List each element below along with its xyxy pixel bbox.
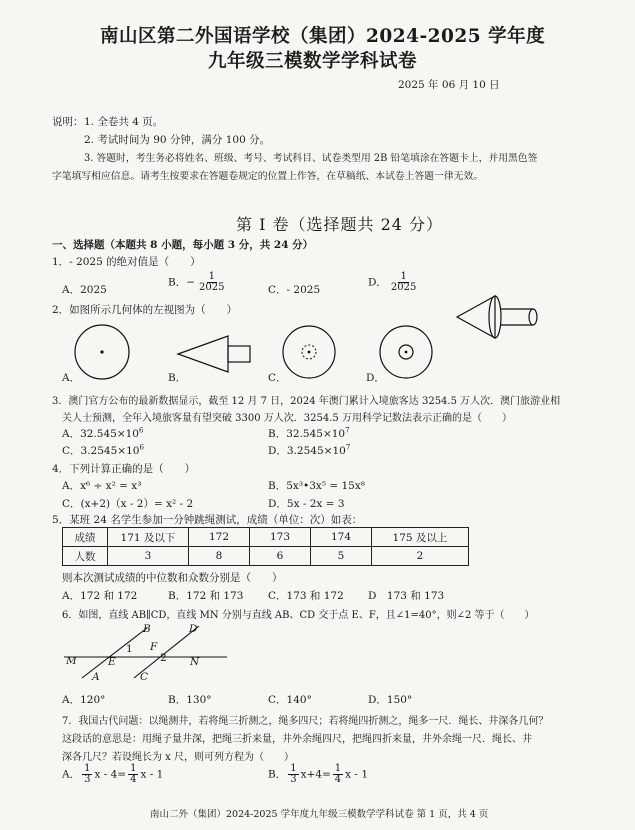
q1-d-denominator: 2025 <box>390 282 417 293</box>
q6-label-N: N <box>190 656 200 668</box>
q6-option-d: D．150° <box>368 694 413 706</box>
exam-title-line2: 九年级三模数学学科试卷 <box>208 51 418 72</box>
q1-option-d-label: D． <box>368 276 387 289</box>
q3-line2: 关人士预测，全年入境旅客量有望突破 3300 万人次．3254.5 万用科学记数法表示正确的是（ ） <box>62 413 512 424</box>
q2-option-b-figure <box>176 334 256 374</box>
q4-option-b: B．5x³•3x⁵ = 15x⁸ <box>268 480 365 492</box>
q1-option-b-sign: − <box>186 276 196 289</box>
q7-a-f2-den: 4 <box>130 774 137 785</box>
q6-label-D: D <box>189 623 198 635</box>
q7-b-fraction2 <box>333 764 343 785</box>
q3-option-a-exp: 6 <box>138 426 144 435</box>
q7-line2: 这段话的意思是：用绳子量井深，把绳三折来量，井外余绳四尺，把绳四折来量，井外余绳一尺．绳长、井 <box>62 734 532 745</box>
q2-solid-figure <box>455 292 545 342</box>
q5-data-cell: 3 <box>108 547 189 566</box>
q1-option-d <box>368 272 420 293</box>
notes-item3a: 3. 答题时，考生务必将姓名、班级、考号、考试科目、试卷类型用 2B 铅笔填涂在答题卡上，并用黑色签 <box>84 153 538 164</box>
q6-label-one: 1 <box>126 643 133 655</box>
notes-item3b: 字笔填写相应信息。请考生按要求在答题卷规定的位置上作答，在草稿纸、本试卷上答题一律无效。 <box>52 171 484 182</box>
q7-line1: 7．我国古代问题：以绳测井，若将绳三折测之，绳多四尺；若将绳四折测之，绳多一尺．绳长、井深各几何？ <box>62 716 549 727</box>
q1-option-b <box>168 272 228 293</box>
q7-a-f2-num: 1 <box>130 763 137 774</box>
q6-label-B: B <box>143 623 151 635</box>
q3-line1: 3．澳门官方公布的最新数据显示，截至 12 月 7 日，2024 年澳门累计入境旅客达 3254.5 万人次．澳门旅游业相 <box>52 396 561 407</box>
q5-header-cell: 173 <box>250 528 311 547</box>
q6-label-C: C <box>140 671 149 683</box>
q5-header-cell: 175 及以上 <box>372 528 469 547</box>
q6-option-b: B．130° <box>168 694 212 706</box>
q7-b-fraction1 <box>288 764 298 785</box>
q5-stem: 5．某班 24 名学生参加一分钟跳绳测试，成绩（单位：次）如表： <box>52 514 363 526</box>
q3-option-d <box>268 443 350 458</box>
q1-option-c: C．- 2025 <box>268 284 321 296</box>
q2-option-b: B． <box>168 372 187 384</box>
q4-option-d: D．5x - 2x = 3 <box>268 498 345 510</box>
q5-option-b: B．172 和 173 <box>168 590 244 602</box>
q4-option-a: A．x⁶ ÷ x² = x³ <box>62 480 142 492</box>
q5-option-a: A．172 和 172 <box>62 590 138 602</box>
q3-option-b-base: B．32.545×10 <box>268 428 346 440</box>
q5-data-cell: 人数 <box>63 547 108 566</box>
q2-option-a: A． <box>62 372 81 384</box>
q7-option-b <box>268 764 368 785</box>
q6-label-two: 2 <box>160 652 167 664</box>
exam-title-line1: 南山区第二外国语学校（集团）2024-2025 学年度 <box>100 26 546 47</box>
q3-option-b <box>268 426 350 441</box>
q3-option-c-base: C．3.2545×10 <box>62 445 140 457</box>
q7-a-end: x - 1 <box>140 768 164 781</box>
q7-a-fraction2 <box>128 764 138 785</box>
q2-option-c: C． <box>268 372 287 384</box>
q1-b-denominator: 2025 <box>199 282 225 293</box>
q4-option-c: C．(x+2)（x - 2）= x² - 2 <box>62 498 194 510</box>
q1-stem: 1．- 2025 的绝对值是（ ） <box>52 256 201 268</box>
q5-data-cell: 8 <box>189 547 250 566</box>
q5-header-cell: 172 <box>189 528 250 547</box>
q2-option-d: D． <box>366 372 385 384</box>
q5-table-data-row <box>63 547 469 566</box>
q7-b-f1-num: 1 <box>290 763 297 774</box>
q3-option-b-exp: 7 <box>345 426 350 435</box>
q5-ask: 则本次测试成绩的中位数和众数分别是（ ） <box>62 572 283 584</box>
q5-header-cell: 成绩 <box>63 528 108 547</box>
q3-option-c <box>62 443 144 458</box>
q7-a-mid: x - 4= <box>94 768 127 781</box>
q7-line3: 深各几尺？若设绳长为 x 尺，则可列方程为（ ） <box>62 752 294 763</box>
q6-label-E: E <box>108 656 116 668</box>
notes-label: 说明： <box>52 116 84 128</box>
q1-option-b-fraction <box>197 272 226 293</box>
q7-a-f1-num: 1 <box>84 763 91 774</box>
q5-table-header-row <box>63 528 469 547</box>
section-title: 第 I 卷（选择题共 24 分） <box>236 215 444 234</box>
q2-stem: 2．如图所示几何体的左视图为（ ） <box>52 304 238 316</box>
q5-score-table <box>62 527 469 566</box>
q3-option-c-exp: 6 <box>139 443 144 452</box>
q2-option-a-figure <box>72 323 134 381</box>
q3-option-a-base: A．32.545×10 <box>62 428 139 440</box>
q1-b-numerator: 1 <box>208 271 215 282</box>
q6-option-a: A．120° <box>62 694 106 706</box>
q6-option-c: C．140° <box>268 694 312 706</box>
q3-option-d-exp: 7 <box>345 443 351 452</box>
q6-label-M: M <box>66 655 77 667</box>
q5-header-cell: 171 及以下 <box>108 528 189 547</box>
q6-stem: 6．如图，直线 AB∥CD，直线 MN 分别与直线 AB、CD 交于点 E、F，且∠1=40°，则∠2 等于（ ） <box>62 610 535 621</box>
notes-item1: 1. 全卷共 4 页。 <box>84 116 164 128</box>
q7-option-a-label: A． <box>62 768 81 781</box>
q7-a-f1-den: 3 <box>84 774 91 785</box>
q7-b-f2-den: 4 <box>334 774 342 785</box>
q7-a-fraction1 <box>82 764 92 785</box>
q2-option-d-figure <box>378 323 436 381</box>
q4-stem: 4．下列计算正确的是（ ） <box>52 463 196 475</box>
q7-option-b-label: B． <box>268 768 287 781</box>
section-part: 一、选择题（本题共 8 小题，每小题 3 分，共 24 分） <box>52 239 314 251</box>
q5-option-c: C．173 和 172 <box>268 590 344 602</box>
q1-option-b-label: B． <box>168 276 187 289</box>
q7-b-mid: x+4= <box>300 768 331 781</box>
q7-option-a <box>62 764 163 785</box>
exam-date: 2025 年 06 月 10 日 <box>398 79 500 91</box>
q1-option-d-fraction <box>389 272 418 293</box>
q6-label-F: F <box>150 641 158 653</box>
q1-d-numerator: 1 <box>400 271 407 282</box>
q5-data-cell: 5 <box>311 547 372 566</box>
q7-b-end: x - 1 <box>345 768 368 781</box>
q3-option-d-base: D．3.2545×10 <box>268 445 346 457</box>
page-footer: 南山二外（集团）2024-2025 学年度九年级三模数学学科试卷 第 1 页，共 4 页 <box>150 809 489 820</box>
q3-option-a <box>62 426 143 441</box>
q7-b-f1-den: 3 <box>290 774 297 785</box>
q5-option-d: D 173 和 173 <box>368 590 445 602</box>
q5-data-cell: 2 <box>372 547 469 566</box>
q1-option-a: A．2025 <box>62 284 107 296</box>
q6-label-A: A <box>92 671 100 683</box>
q2-option-c-figure <box>281 323 339 381</box>
notes-item2: 2. 考试时间为 90 分钟，满分 100 分。 <box>84 134 271 146</box>
q5-header-cell: 174 <box>311 528 372 547</box>
q7-b-f2-num: 1 <box>334 763 342 774</box>
q5-data-cell: 6 <box>250 547 311 566</box>
